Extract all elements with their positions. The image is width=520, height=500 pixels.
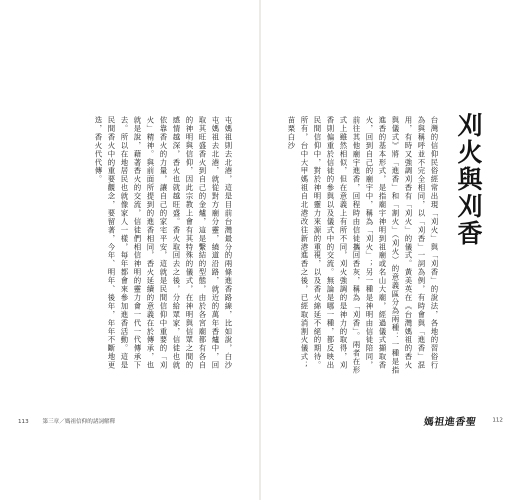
- left-page: [0, 0, 259, 500]
- right-page-footer: [424, 413, 503, 428]
- left-page-paragraph: 屯媽祖則去北港，這是目前台灣最分的兩條進香路線，比如說，白沙屯媽祖去北港，就從對方廟分靈，繞道沿路，就近的萬年香爐中，回取其旺盛香火到自己的金爐，這是繫結的型態，由於各宮廟都有各自的神明與信仰，因此宗教上會有其特殊的儀式，在神明與信眾之間的感情越深，香火也就越旺盛。香火取回去之後，分給眾家，信徒也就依靠香火的力量，讓自己的家宅平安，這就是民間信仰中重要的「刈火」精神。與前面所提到的進香相同，香火延續的意義在於傳承，也就是說，藉著香火的交流，信徒們相信神明的靈力會一代一代傳承下去。所以在地居民也就像家人一樣，每年都會來參加進香活動。這是民間香火中的重要觀念，要留著，今年、明年、後年，年年不斷地更迭，香火代代傳。: [94, 116, 233, 370]
- left-page-body-text: [94, 116, 235, 376]
- brand-logo: 媽祖進香聖: [422, 417, 478, 428]
- running-head: 第三章／媽祖信仰的諸詞解釋: [42, 419, 116, 425]
- right-page-number: 112: [492, 417, 503, 424]
- left-page-footer: [18, 417, 115, 425]
- right-page: [261, 0, 520, 500]
- section-title: 刈火與刈香: [454, 112, 483, 247]
- right-page-paragraph: 台灣的信仰民俗經常出現「刈火」與「刈香」的說法，各地的習俗行為與稱呼並不完全相同，以「刈香」一詞為例，有時會與「進香」混用，有時又強調刈香有「刈火」的儀式。黃美英在《台灣媽祖的香火與儀式》將「進香」和「割火」（刈火）的意義區分為兩種：一種是指進香的基本形式，是指廟宇神明到祖廟或名山大廟，經過儀式擷取香火，回到自己的廟宇中，稱為「刈火」；另一種是神明由信徒陪同，前往其他廟宇進香，回程時由信徒攜回香灰，稱為「刈香」。兩者在形式上雖然相似，但在意義上有所不同，刈火強調的是神力的取得，刈香則偏重於信徒的參與以及儀式中的交流。無論是哪一種，都反映出民間信仰中，對於神明靈力來源的重視，以及香火綿延不絕的期待。所有，台中大甲媽祖自北港改往新港進香之後，已經取消割火儀式；苗栗白沙: [287, 116, 439, 375]
- right-page-body-text: [273, 116, 441, 376]
- left-page-number: 113: [18, 419, 29, 425]
